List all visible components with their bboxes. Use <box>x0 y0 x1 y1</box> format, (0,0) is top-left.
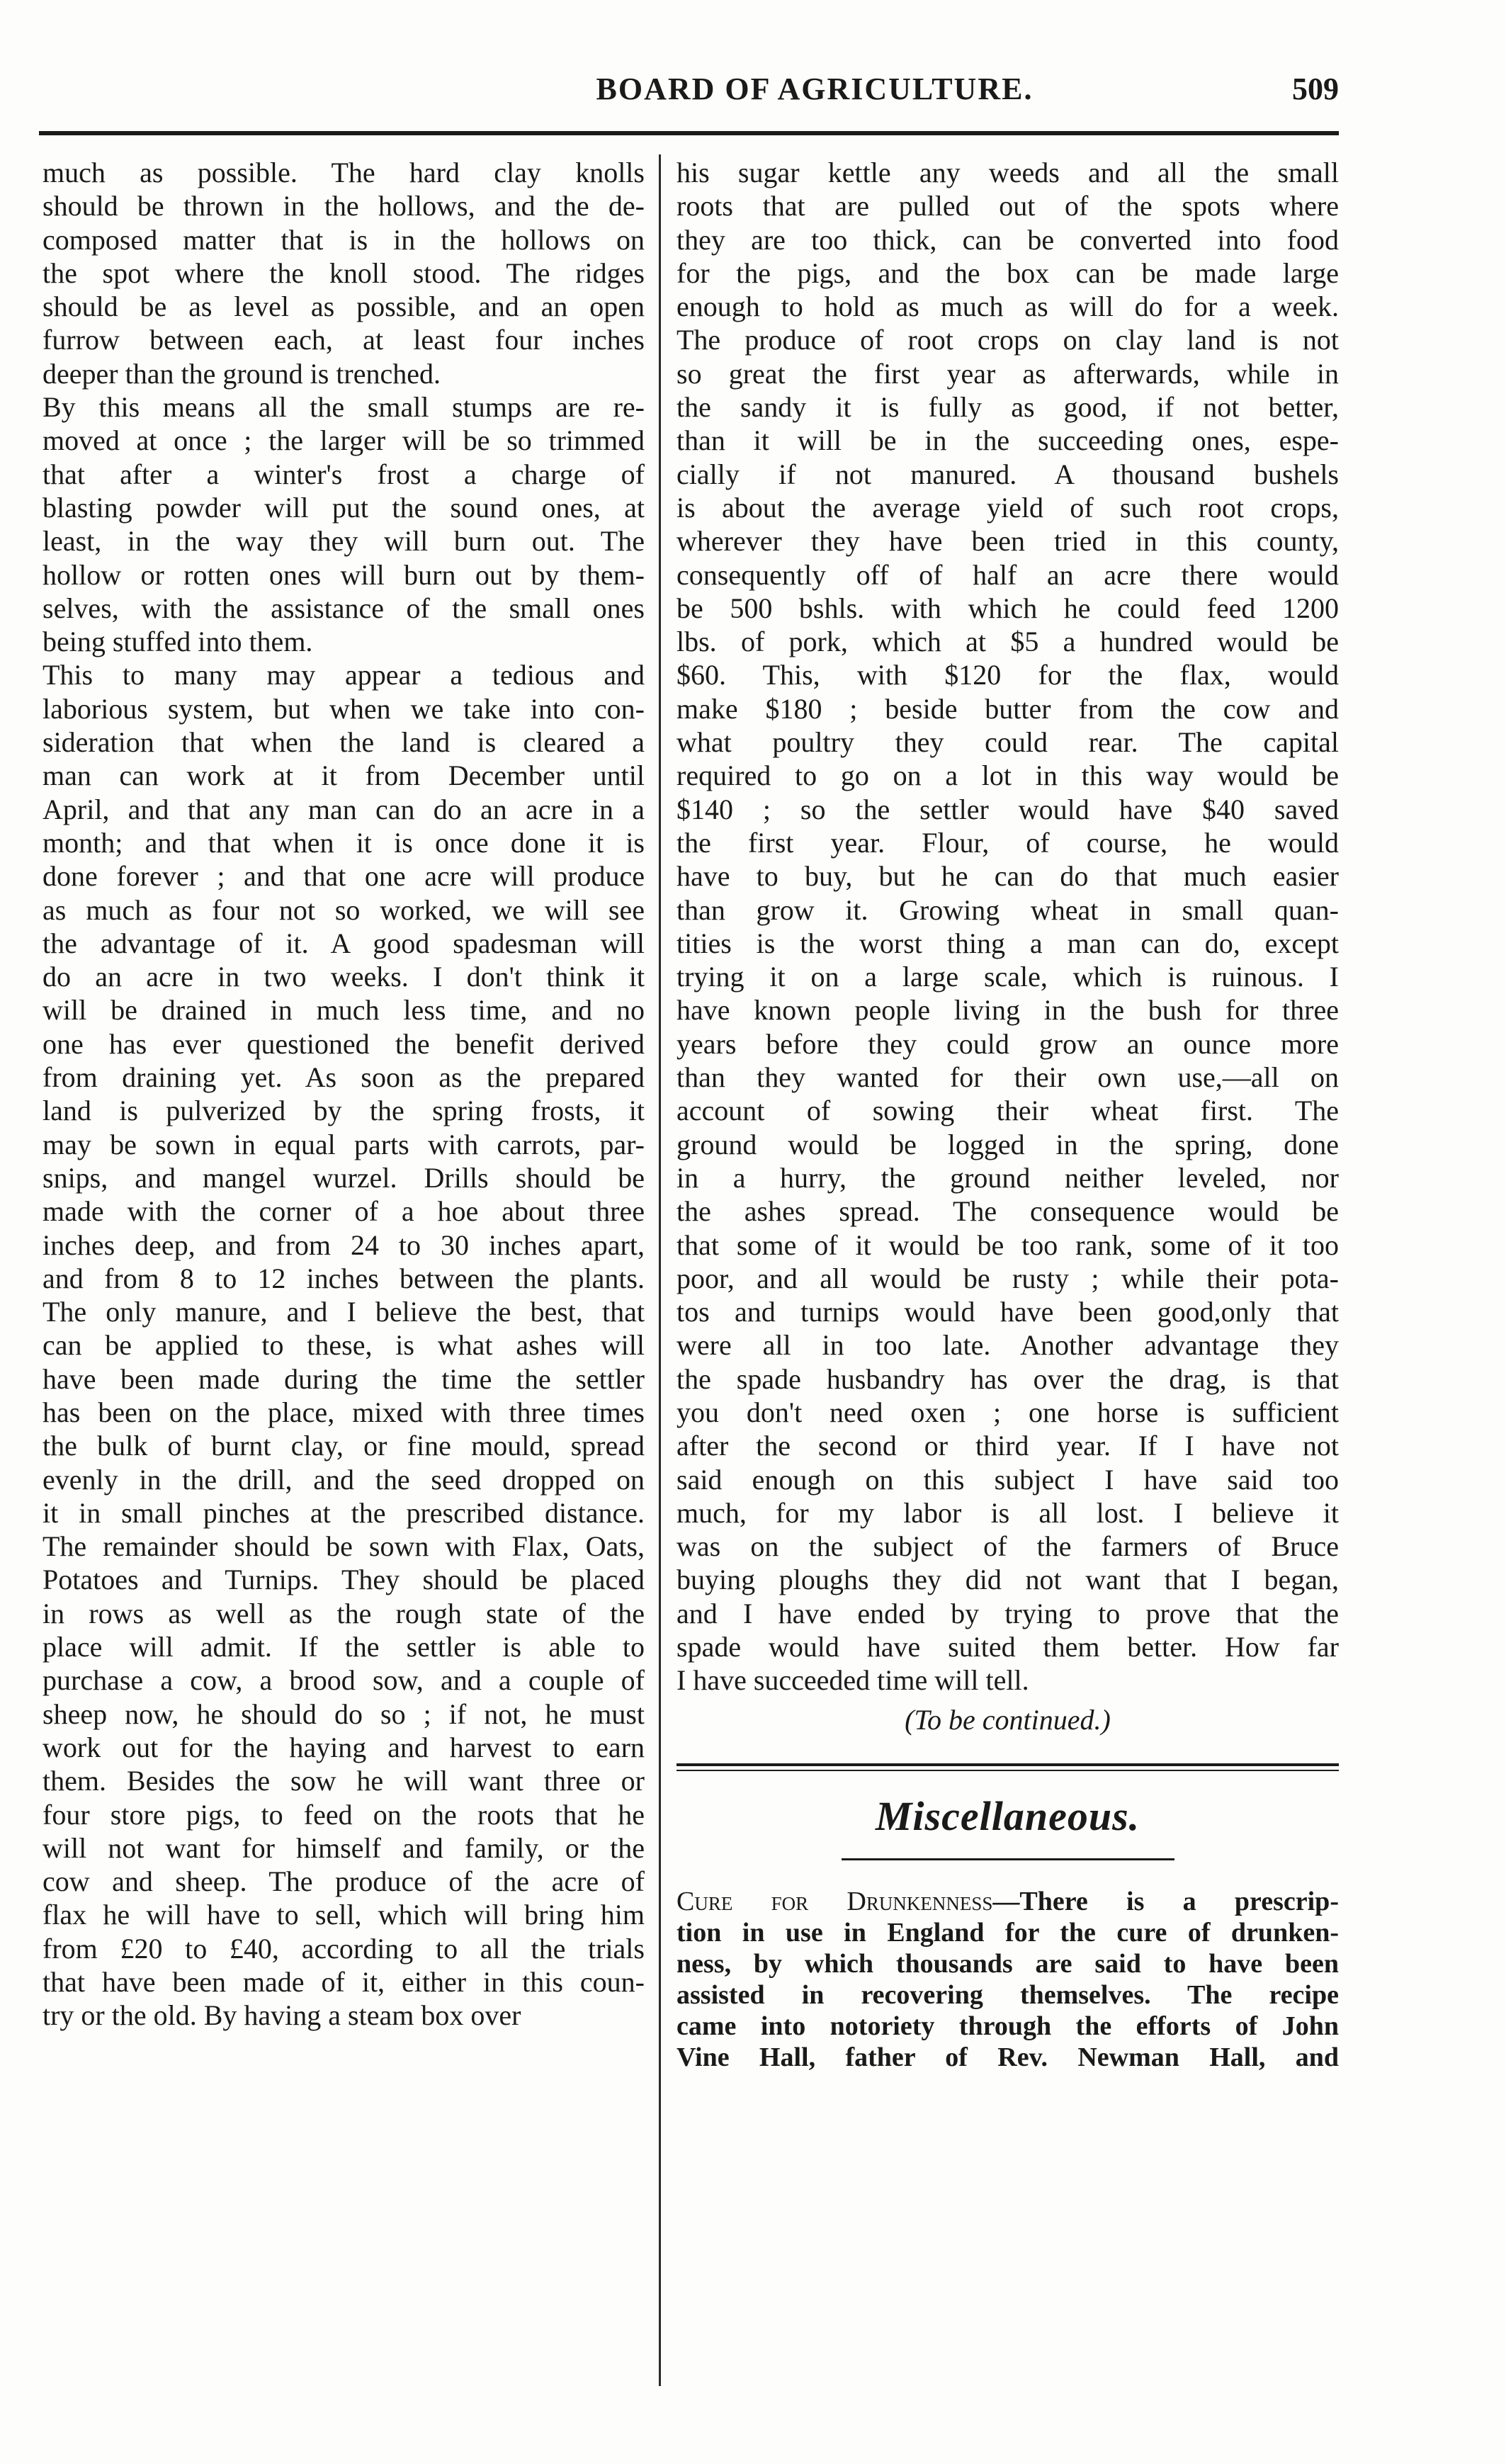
text-line: deeper than the ground is trenched. <box>43 357 441 390</box>
text-line: the spade husbandry has over the drag, is that <box>676 1362 1339 1395</box>
text-line: purchase a cow, a brood sow, and a couple of <box>43 1664 645 1697</box>
text-line: cially if not manured. A thousand bushels <box>676 458 1339 490</box>
section-title: Miscellaneous. <box>875 1792 1140 1839</box>
text-line: and from 8 to 12 inches between the plants. <box>43 1262 645 1294</box>
text-line: as much as four not so worked, we will see <box>43 893 645 926</box>
text-line: inches deep, and from 24 to 30 inches apart, <box>43 1228 645 1261</box>
text-line: than they wanted for their own use,—all on <box>676 1061 1339 1094</box>
right-column-text <box>676 156 1339 1697</box>
text-line: can be applied to these, is what ashes will <box>43 1329 645 1362</box>
text-line: said enough on this subject I have said too <box>676 1463 1339 1496</box>
text-line: enough to hold as much as will do for a week. <box>676 290 1339 323</box>
section-subrule <box>842 1858 1174 1860</box>
text-line: in a hurry, the ground neither leveled, nor <box>676 1161 1339 1194</box>
text-line: should be thrown in the hollows, and the de- <box>43 190 645 222</box>
text-line: done forever ; and that one acre will produce <box>43 860 645 893</box>
text-line: tities is the worst thing a man can do, except <box>676 927 1339 959</box>
section-rule <box>676 1763 1339 1766</box>
text-line: his sugar kettle any weeds and all the small <box>676 157 1339 188</box>
text-line: The only manure, and I believe the best, that <box>43 1296 645 1328</box>
text-line: I have succeeded time will tell. <box>676 1664 1029 1697</box>
text-line: for the pigs, and the box can be made large <box>676 256 1339 289</box>
text-line: assisted in recovering themselves. The recipe <box>676 1979 1339 2010</box>
article-body <box>676 1917 1339 2073</box>
text-line: $60. This, with $120 for the flax, would <box>676 659 1339 691</box>
text-line: tion in use in England for the cure of drunken- <box>676 1917 1339 1948</box>
text-line: April, and that any man can do an acre in a <box>43 793 645 825</box>
text-line: they are too thick, can be converted into food <box>676 223 1339 256</box>
text-line: work out for the haying and harvest to earn <box>43 1731 645 1763</box>
text-line: selves, with the assistance of the small ones <box>43 592 645 624</box>
text-line: moved at once ; the larger will be so trimmed <box>43 424 645 457</box>
text-line: trying it on a large scale, which is ruinous. I <box>676 961 1339 993</box>
text-line: tos and turnips would have been good,only that <box>676 1296 1339 1328</box>
text-line: from £20 to £40, according to all the trials <box>43 1932 645 1965</box>
text-line: hollow or rotten ones will burn out by them- <box>43 558 645 591</box>
text-line: cow and sheep. The produce of the acre of <box>43 1865 645 1898</box>
text-line: snips, and mangel wurzel. Drills should be <box>43 1161 645 1194</box>
text-line: evenly in the drill, and the seed dropped on <box>43 1463 645 1496</box>
article-text: —There is a prescrip- <box>992 1886 1339 1916</box>
text-line: flax he will have to sell, which will bring him <box>43 1899 645 1931</box>
text-line: sheep now, he should do so ; if not, he must <box>43 1697 645 1730</box>
text-line: the ashes spread. The consequence would be <box>676 1195 1339 1228</box>
text-line: required to go on a lot in this way would be <box>676 759 1339 792</box>
text-line: account of sowing their wheat first. The <box>676 1095 1339 1127</box>
text-line: Vine Hall, father of Rev. Newman Hall, and <box>676 2042 1339 2072</box>
text-line: will be drained in much less time, and no <box>43 994 645 1027</box>
text-line: land is pulverized by the spring frosts, it <box>43 1095 645 1127</box>
text-line: the sandy it is fully as good, if not better, <box>676 391 1339 424</box>
text-line: will not want for himself and family, or the <box>43 1831 645 1864</box>
text-line: The produce of root crops on clay land is not <box>676 324 1339 356</box>
text-line: least, in the way they will burn out. The <box>43 525 645 558</box>
text-line: man can work at it from December until <box>43 759 645 792</box>
page-header <box>397 71 1339 120</box>
text-line: have to buy, but he can do that much easier <box>676 860 1339 893</box>
text-line: it in small pinches at the prescribed distance. <box>43 1496 645 1529</box>
text-line: you don't need oxen ; one horse is sufficient <box>676 1396 1339 1428</box>
text-line: spade would have suited them better. How far <box>676 1631 1339 1663</box>
text-line: furrow between each, at least four inches <box>43 324 645 356</box>
text-line: ground would be logged in the spring, done <box>676 1128 1339 1160</box>
text-line: than it will be in the succeeding ones, espe- <box>676 424 1339 457</box>
text-line: roots that are pulled out of the spots where <box>676 190 1339 222</box>
left-column <box>43 156 645 2033</box>
text-line: one has ever questioned the benefit derived <box>43 1027 645 1060</box>
text-line: them. Besides the sow he will want three or <box>43 1765 645 1797</box>
header-rule <box>39 131 1339 135</box>
text-line: being stuffed into them. <box>43 626 313 658</box>
text-line: wherever they have been tried in this county, <box>676 525 1339 558</box>
text-line: is about the average yield of such root crops, <box>676 491 1339 524</box>
text-line: sideration that when the land is cleared a <box>43 726 645 759</box>
text-line: make $180 ; beside butter from the cow and <box>676 692 1339 725</box>
text-line: the advantage of it. A good spadesman will <box>43 927 645 959</box>
article-first-line <box>676 1886 1339 1917</box>
column-divider <box>659 154 661 2386</box>
running-head: BOARD OF AGRICULTURE. <box>596 72 1034 106</box>
text-line: much, for my labor is all lost. I believe it <box>676 1496 1339 1529</box>
text-line: in rows as well as the rough state of the <box>43 1597 645 1629</box>
text-line: consequently off of half an acre there would <box>676 558 1339 591</box>
text-line: be 500 bshls. with which he could feed 1200 <box>676 592 1339 624</box>
miscellany-article <box>676 1886 1339 2073</box>
text-line: so great the first year as afterwards, while in <box>676 357 1339 390</box>
article-heading: Cure for Drunkenness <box>676 1886 993 1916</box>
text-line: The remainder should be sown with Flax, Oats, <box>43 1530 645 1563</box>
text-line: that have been made of it, either in this coun- <box>43 1966 645 1999</box>
text-line: has been on the place, mixed with three times <box>43 1396 645 1428</box>
text-line: made with the corner of a hoe about three <box>43 1195 645 1228</box>
text-line: ness, by which thousands are said to have been <box>676 1948 1339 1979</box>
text-line: than grow it. Growing wheat in small quan- <box>676 893 1339 926</box>
text-line: that after a winter's frost a charge of <box>43 458 645 490</box>
text-line: blasting powder will put the sound ones, at <box>43 491 645 524</box>
text-line: the spot where the knoll stood. The ridges <box>43 256 645 289</box>
text-line: This to many may appear a tedious and <box>43 659 645 691</box>
text-line: place will admit. If the settler is able to <box>43 1631 645 1663</box>
text-line: have been made during the time the settler <box>43 1362 645 1395</box>
text-line: after the second or third year. If I have not <box>676 1430 1339 1462</box>
text-line: and I have ended by trying to prove that the <box>676 1597 1339 1629</box>
text-line: lbs. of pork, which at $5 a hundred would be <box>676 626 1339 658</box>
text-line: from draining yet. As soon as the prepared <box>43 1061 645 1094</box>
text-line: the bulk of burnt clay, or fine mould, spread <box>43 1430 645 1462</box>
text-line: came into notoriety through the efforts of John <box>676 2011 1339 2041</box>
text-line: Potatoes and Turnips. They should be placed <box>43 1564 645 1596</box>
text-line: that some of it would be too rank, some of it too <box>676 1228 1339 1261</box>
text-line: the first year. Flour, of course, he would <box>676 826 1339 859</box>
right-column <box>676 156 1339 2073</box>
text-line: were all in too late. Another advantage they <box>676 1329 1339 1362</box>
text-line: try or the old. By having a steam box over <box>43 1999 521 2032</box>
text-line: have known people living in the bush for three <box>676 994 1339 1027</box>
text-line: may be sown in equal parts with carrots, par- <box>43 1128 645 1160</box>
text-line: laborious system, but when we take into con- <box>43 692 645 725</box>
text-line: was on the subject of the farmers of Bruce <box>676 1530 1339 1563</box>
text-line: do an acre in two weeks. I don't think it <box>43 961 645 993</box>
text-line: what poultry they could rear. The capital <box>676 726 1339 759</box>
text-line: should be as level as possible, and an open <box>43 290 645 323</box>
text-line: poor, and all would be rusty ; while their pota- <box>676 1262 1339 1294</box>
text-line: $140 ; so the settler would have $40 saved <box>676 793 1339 825</box>
page-number: 509 <box>1292 72 1339 106</box>
text-line: composed matter that is in the hollows on <box>43 223 645 256</box>
text-line: four store pigs, to feed on the roots that he <box>43 1798 645 1831</box>
text-line: years before they could grow an ounce more <box>676 1027 1339 1060</box>
text-line: By this means all the small stumps are re- <box>43 391 645 424</box>
text-line: much as possible. The hard clay knolls <box>43 157 645 188</box>
text-line: month; and that when it is once done it is <box>43 826 645 859</box>
continued-note: (To be continued.) <box>905 1703 1111 1736</box>
text-line: buying ploughs they did not want that I began, <box>676 1564 1339 1596</box>
